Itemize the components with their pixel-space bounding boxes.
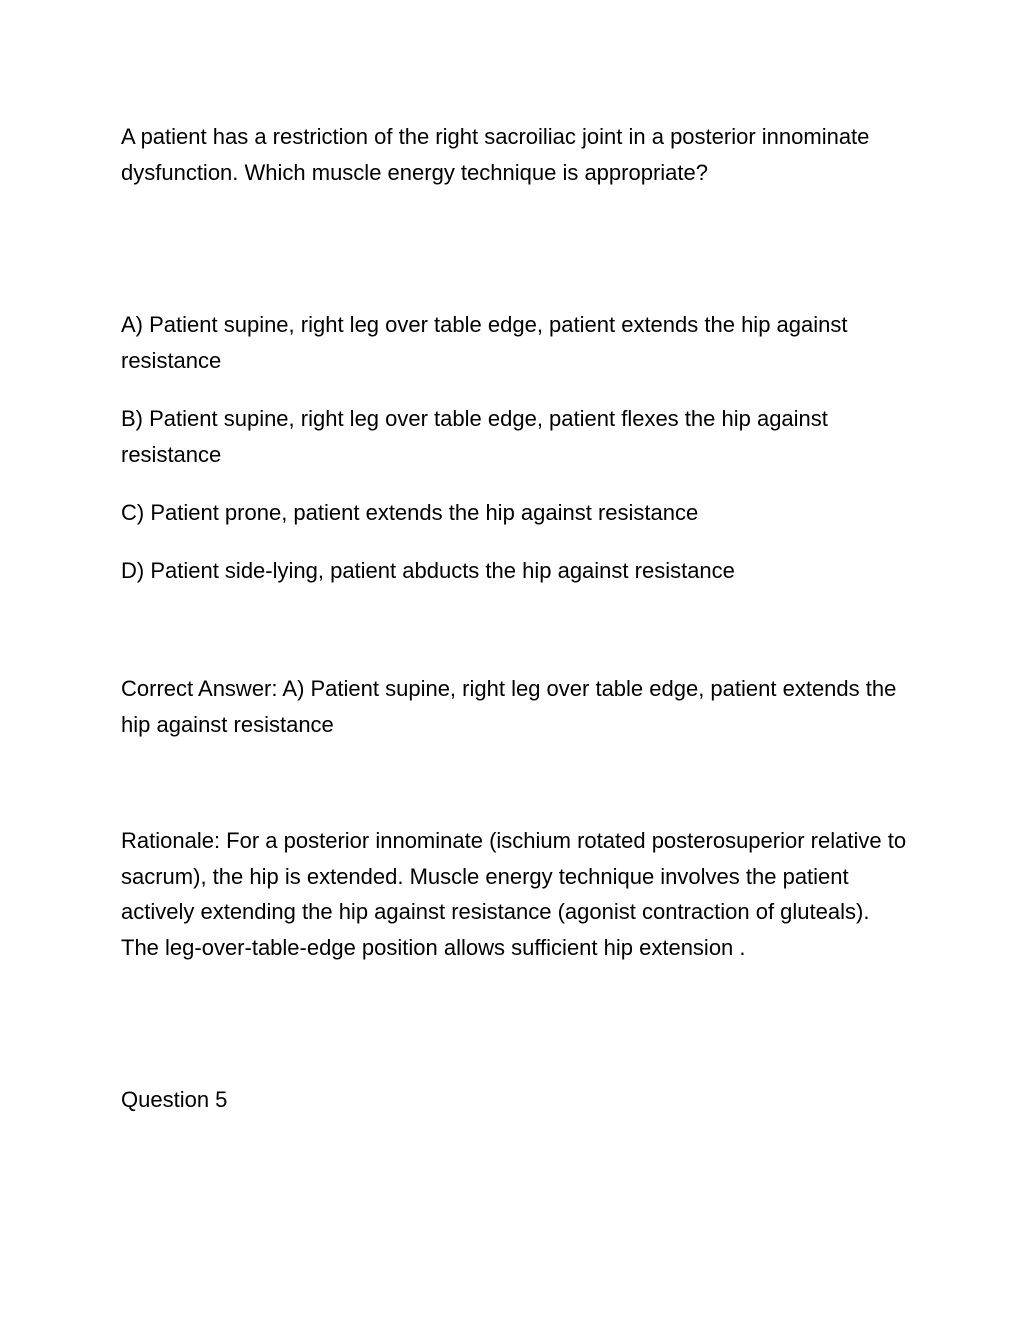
option-a: A) Patient supine, right leg over table edge, patient extends the hip against resistance (121, 312, 848, 373)
next-question-heading: Question 5 (121, 1087, 228, 1112)
option-c: C) Patient prone, patient extends the hip against resistance (121, 500, 699, 525)
question-text: A patient has a restriction of the right sacroiliac joint in a posterior innominate dysfunction. Which muscle energy technique is appropriate? (121, 124, 870, 185)
option-d: D) Patient side-lying, patient abducts the hip against resistance (121, 558, 735, 583)
correct-answer: Correct Answer: A) Patient supine, right leg over table edge, patient extends the hip against resistance (121, 676, 897, 737)
rationale-text: Rationale: For a posterior innominate (ischium rotated posterosuperior relative to sacrum), the hip is extended. Muscle energy technique involves the patient actively extending the hip against resistance (agonist contraction of gluteals). The leg-over-table-edge position allows sufficient hip extension . (121, 828, 907, 960)
option-b: B) Patient supine, right leg over table edge, patient flexes the hip against resistance (121, 406, 828, 467)
